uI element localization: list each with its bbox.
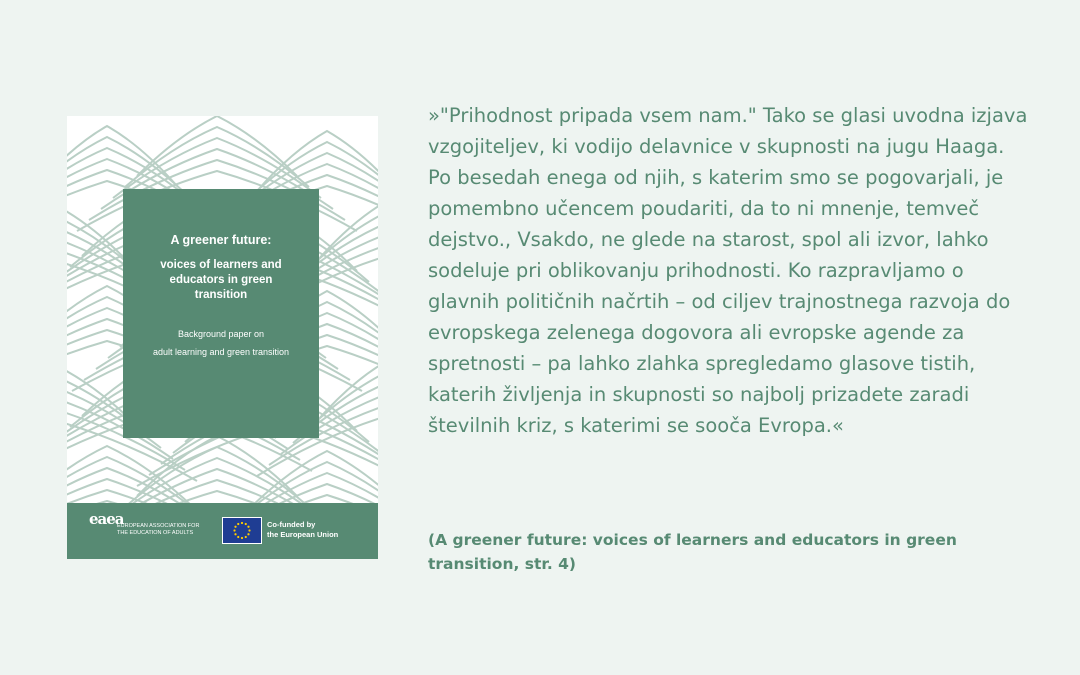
eu-star [245,536,247,538]
cover-subtitle: voices of learners and educators in green transition [160,259,282,301]
eu-star [248,529,250,531]
cover-paper-line-1: Background paper on [177,329,265,339]
eaea-org-line-2: THE EDUCATION OF ADULTS [117,530,194,536]
cover-paper-line-2: adult learning and green transition [152,347,290,357]
book-cover [67,116,378,559]
eu-star [237,523,239,525]
eu-line-1: Co-funded by [267,520,316,529]
eu-star [247,533,249,535]
eu-star [247,526,249,528]
eaea-logo: eaea [89,510,124,528]
eaea-org-line-1: EUROPEAN ASSOCIATION FOR [117,523,200,529]
quote-text: »"Prihodnost pripada vsem nam." Tako se glasi uvodna izjava vzgojiteljev, ki vodijo delavnice v skupnosti na jugu Haaga. Po besedah enega od njih, s katerim smo se pogovarjali, je pomembno učencem poudariti, da to ni mnenje, temveč dejstvo., Vsakdo, ne glede na starost, spol ali izvor, lahko sodeluje pri oblikovanju prihodnosti. Ko razpravljamo o glavnih političnih načrtih – od ciljev trajnostnega razvoja do evropskega zelenega dogovora ali evropske agende za spretnosti – pa lahko zlahka spregledamo glasove tistih, katerih življenja in skupnosti so najbolj prizadete zaradi številnih kriz, s katerimi se sooča Evropa.« [428,104,1028,437]
cover-title: A greener future: [170,233,272,247]
eu-star [245,523,247,525]
eu-star [234,533,236,535]
eu-star [234,526,236,528]
quote-citation: (A greener future: voices of learners and educators in green transition, str. 4) [428,531,957,573]
eu-star [233,529,235,531]
eu-star [241,537,243,539]
cover-title-box [123,189,319,438]
eu-flag-icon [222,517,262,544]
eu-line-2: the European Union [267,530,339,539]
eu-star [241,522,243,524]
eaea-org-name [117,523,199,537]
eu-funding-text [267,520,338,540]
eu-stars [223,518,261,543]
wave-line [137,116,297,176]
cover-footer [67,503,378,559]
eu-star [237,536,239,538]
